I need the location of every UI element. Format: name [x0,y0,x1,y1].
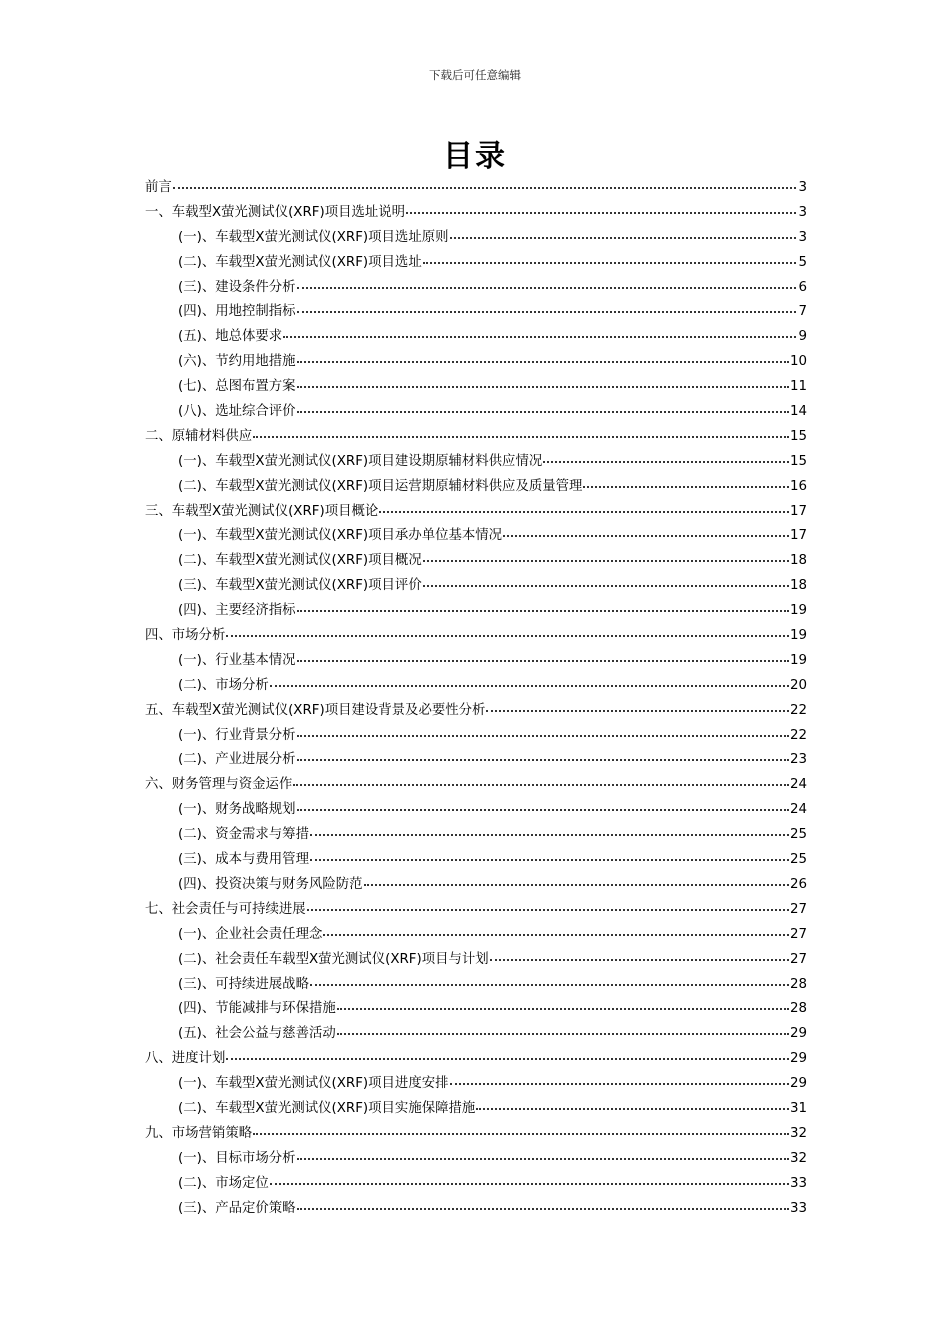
toc-entry[interactable] [145,1122,807,1147]
toc-entry-page-number: 29 [789,1026,807,1042]
toc-dot-leader [297,398,789,413]
toc-entry-label: (二)、车载型X萤光测试仪(XRF)项目实施保障措施 [178,1100,476,1116]
toc-entry-page-number: 27 [789,901,807,917]
toc-dot-leader [307,896,789,911]
toc-entry-label: 八、进度计划 [145,1051,226,1067]
toc-entry-page-number: 16 [789,478,807,494]
toc-entry-label: (一)、车载型X萤光测试仪(XRF)项目进度安排 [178,1076,449,1092]
toc-entry-page-number: 24 [789,777,807,793]
toc-entry-label: (四)、主要经济指标 [178,603,296,619]
toc-entry[interactable] [145,898,807,923]
toc-entry-page-number: 31 [789,1100,807,1116]
toc-entry-label: (五)、社会公益与慈善活动 [178,1026,336,1042]
toc-entry-page-number: 29 [789,1051,807,1067]
toc-entry-page-number: 15 [789,453,807,469]
toc-dot-leader [323,921,789,936]
toc-entry-label: 七、社会责任与可持续进展 [145,901,306,917]
toc-dot-leader [270,1170,789,1185]
toc-entry[interactable] [145,549,807,574]
toc-entry-page-number: 33 [789,1200,807,1216]
toc-entry[interactable] [145,599,807,624]
toc-dot-leader [297,373,789,388]
toc-entry-page-number: 19 [789,652,807,668]
toc-dot-leader [310,971,789,986]
toc-dot-leader [297,746,789,761]
toc-entry[interactable] [145,176,807,201]
toc-entry-label: (三)、成本与费用管理 [178,852,309,868]
toc-entry-page-number: 5 [798,254,807,270]
toc-entry-page-number: 23 [789,752,807,768]
toc-entry-page-number: 3 [798,204,807,220]
toc-entry-label: (二)、社会责任车载型X萤光测试仪(XRF)项目与计划 [178,951,489,967]
toc-entry-label: (三)、车载型X萤光测试仪(XRF)项目评价 [178,578,422,594]
toc-entry[interactable] [145,848,807,873]
toc-entry[interactable] [145,973,807,998]
toc-dot-leader [543,448,789,463]
toc-dot-leader [297,722,789,737]
toc-entry[interactable] [145,574,807,599]
toc-entry-label: 五、车载型X萤光测试仪(XRF)项目建设背景及必要性分析 [145,702,486,718]
toc-entry-page-number: 28 [789,976,807,992]
toc-entry-label: (四)、投资决策与财务风险防范 [178,876,363,892]
toc-entry-label: (二)、车载型X萤光测试仪(XRF)项目概况 [178,553,422,569]
toc-entry-page-number: 27 [789,926,807,942]
toc-entry[interactable] [145,674,807,699]
toc-dot-leader [173,174,796,189]
toc-entry-page-number: 6 [798,279,807,295]
toc-dot-leader [283,323,796,338]
toc-dot-leader [476,1095,789,1110]
toc-entry[interactable] [145,1097,807,1122]
toc-entry-label: (一)、财务战略规划 [178,802,296,818]
toc-dot-leader [337,1020,789,1035]
toc-entry[interactable] [145,425,807,450]
toc-dot-leader [297,1145,789,1160]
toc-entry-page-number: 3 [798,180,807,195]
toc-entry-page-number: 19 [789,603,807,619]
toc-entry[interactable] [145,1147,807,1172]
toc-entry[interactable] [145,201,807,226]
toc-entry-page-number: 11 [789,379,807,395]
toc-entry-label: (一)、车载型X萤光测试仪(XRF)项目选址原则 [178,229,449,245]
toc-entry-label: (一)、车载型X萤光测试仪(XRF)项目建设期原辅材料供应情况 [178,453,543,469]
toc-dot-leader [226,1045,789,1060]
toc-entry[interactable] [145,923,807,948]
toc-dot-leader [490,946,789,961]
toc-entry-label: 六、财务管理与资金运作 [145,777,293,793]
toc-entry[interactable] [145,524,807,549]
toc-entry-page-number: 3 [798,229,807,245]
toc-entry-page-number: 22 [789,727,807,743]
toc-entry[interactable] [145,400,807,425]
toc-entry-label: (一)、目标市场分析 [178,1150,296,1166]
toc-entry-label: 前言 [145,180,172,195]
toc-dot-leader [297,298,796,313]
toc-entry-page-number: 29 [789,1076,807,1092]
toc-entry-label: (三)、可持续进展战略 [178,976,309,992]
toc-entry[interactable] [145,649,807,674]
toc-entry-label: (一)、企业社会责任理念 [178,926,323,942]
toc-dot-leader [297,348,789,363]
table-of-contents [145,176,807,1221]
toc-entry-page-number: 28 [789,1001,807,1017]
toc-entry-page-number: 25 [789,852,807,868]
toc-entry-label: (二)、车载型X萤光测试仪(XRF)项目运营期原辅材料供应及质量管理 [178,478,583,494]
toc-entry-label: (五)、地总体要求 [178,329,283,345]
toc-entry-page-number: 26 [789,876,807,892]
toc-entry-label: (二)、资金需求与筹措 [178,827,309,843]
toc-entry[interactable] [145,500,807,525]
toc-entry-page-number: 14 [789,404,807,420]
toc-entry-page-number: 15 [789,428,807,444]
toc-dot-leader [423,572,789,587]
toc-dot-leader [297,1195,789,1210]
toc-entry-label: (一)、行业基本情况 [178,652,296,668]
toc-dot-leader [450,1070,789,1085]
toc-entry[interactable] [145,300,807,325]
toc-dot-leader [364,871,789,886]
toc-entry-label: (一)、行业背景分析 [178,727,296,743]
toc-entry[interactable] [145,226,807,251]
toc-entry[interactable] [145,450,807,475]
toc-entry-label: 四、市场分析 [145,628,226,644]
toc-entry-label: (四)、用地控制指标 [178,304,296,320]
toc-entry[interactable] [145,724,807,749]
toc-entry[interactable] [145,997,807,1022]
toc-dot-leader [270,672,789,687]
page-title: 目录 [443,139,507,174]
toc-entry-label: (一)、车载型X萤光测试仪(XRF)项目承办单位基本情况 [178,528,503,544]
toc-entry-label: (六)、节约用地措施 [178,354,296,370]
toc-entry-page-number: 7 [798,304,807,320]
toc-dot-leader [253,423,789,438]
toc-entry-label: (七)、总图布置方案 [178,379,296,395]
toc-entry-label: (二)、产业进展分析 [178,752,296,768]
toc-dot-leader [310,846,789,861]
toc-entry[interactable] [145,325,807,350]
toc-entry[interactable] [145,251,807,276]
toc-dot-leader [379,498,789,513]
toc-dot-leader [297,796,789,811]
toc-entry-page-number: 32 [789,1150,807,1166]
toc-dot-leader [297,647,789,662]
toc-entry-label: 九、市场营销策略 [145,1125,253,1141]
toc-entry-label: 一、车载型X萤光测试仪(XRF)项目选址说明 [145,204,406,220]
toc-entry[interactable] [145,1022,807,1047]
toc-dot-leader [486,697,789,712]
toc-entry[interactable] [145,873,807,898]
toc-entry-page-number: 18 [789,553,807,569]
toc-entry[interactable] [145,699,807,724]
toc-entry-page-number: 33 [789,1175,807,1191]
header-note: 下载后可任意编辑 [429,68,521,82]
toc-dot-leader [297,597,789,612]
toc-entry-page-number: 17 [789,503,807,519]
toc-entry-label: 三、车载型X萤光测试仪(XRF)项目概论 [145,503,379,519]
toc-entry-page-number: 19 [789,628,807,644]
toc-entry-label: 二、原辅材料供应 [145,428,253,444]
toc-entry[interactable] [145,1172,807,1197]
toc-dot-leader [423,249,796,264]
toc-dot-leader [310,821,789,836]
toc-entry[interactable] [145,1197,807,1222]
toc-entry[interactable] [145,1047,807,1072]
toc-entry[interactable] [145,773,807,798]
toc-dot-leader [293,771,789,786]
toc-entry-page-number: 20 [789,677,807,693]
toc-entry-page-number: 22 [789,702,807,718]
toc-entry[interactable] [145,350,807,375]
toc-dot-leader [450,224,797,239]
toc-entry[interactable] [145,948,807,973]
toc-entry-page-number: 10 [789,354,807,370]
toc-entry-page-number: 25 [789,827,807,843]
toc-dot-leader [406,199,796,214]
toc-entry-label: (三)、建设条件分析 [178,279,296,295]
toc-entry-label: (二)、车载型X萤光测试仪(XRF)项目选址 [178,254,422,270]
toc-entry-label: (三)、产品定价策略 [178,1200,296,1216]
toc-entry-page-number: 27 [789,951,807,967]
toc-entry-page-number: 17 [789,528,807,544]
toc-entry-page-number: 24 [789,802,807,818]
toc-dot-leader [583,473,789,488]
toc-dot-leader [253,1120,789,1135]
toc-entry[interactable] [145,748,807,773]
toc-entry-page-number: 18 [789,578,807,594]
toc-entry-label: (八)、选址综合评价 [178,404,296,420]
toc-entry-page-number: 9 [798,329,807,345]
toc-entry[interactable] [145,1072,807,1097]
toc-entry-label: (四)、节能减排与环保措施 [178,1001,336,1017]
toc-entry[interactable] [145,798,807,823]
toc-entry-label: (二)、市场分析 [178,677,269,693]
toc-dot-leader [226,622,789,637]
toc-dot-leader [297,274,796,289]
toc-entry[interactable] [145,276,807,301]
toc-dot-leader [503,522,789,537]
toc-entry-page-number: 32 [789,1125,807,1141]
toc-entry[interactable] [145,475,807,500]
toc-dot-leader [337,995,789,1010]
toc-entry[interactable] [145,624,807,649]
toc-entry[interactable] [145,375,807,400]
toc-dot-leader [423,547,789,562]
toc-entry-label: (二)、市场定位 [178,1175,269,1191]
toc-entry[interactable] [145,823,807,848]
